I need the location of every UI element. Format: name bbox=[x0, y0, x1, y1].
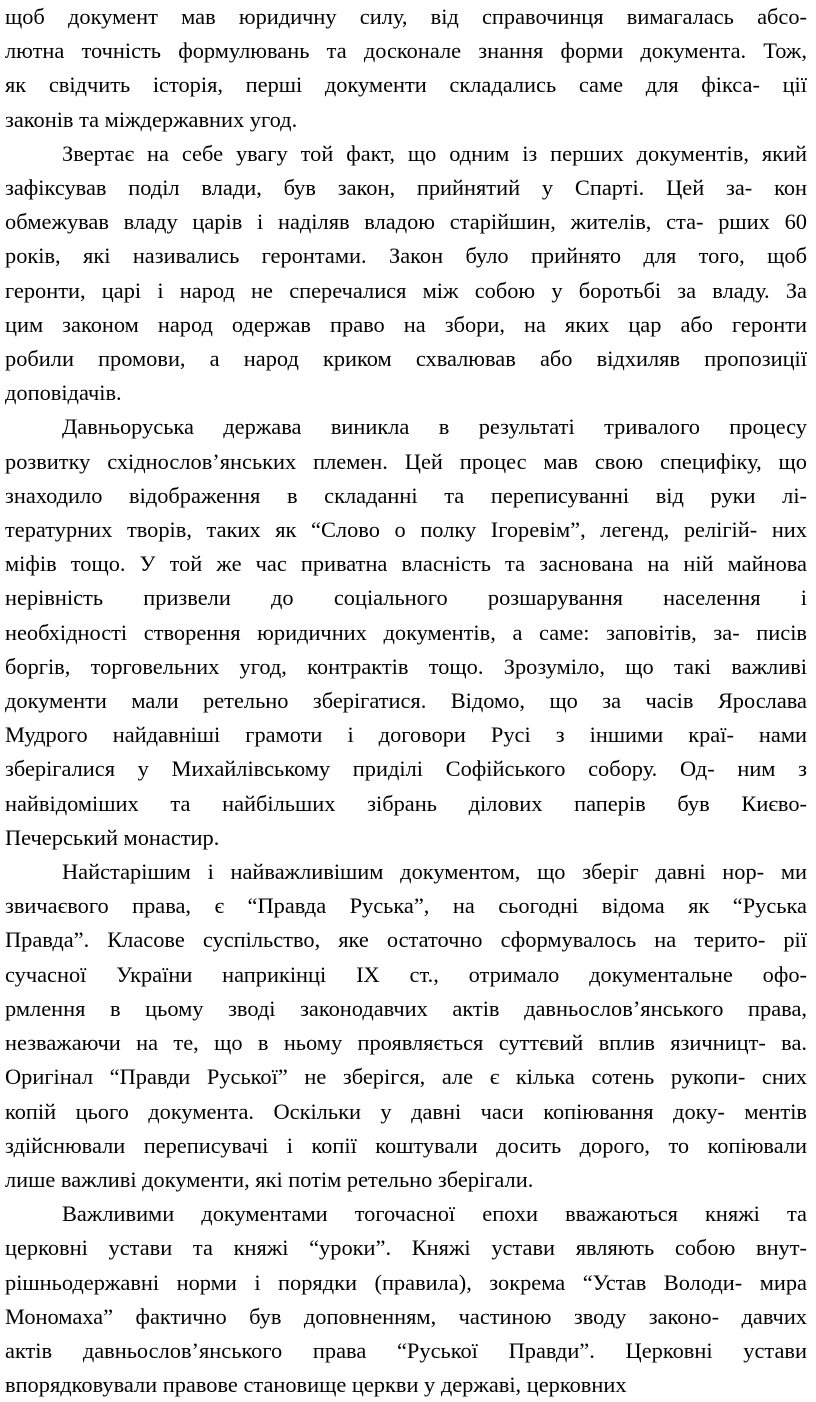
text-line: розвитку східнослов’янських племен. Цей процес мав свою специфіку, що bbox=[5, 448, 807, 474]
text-line: зафіксував поділ влади, був закон, прийнятий у Спарті. Цей за- кон bbox=[5, 175, 807, 201]
text-line: Печерський монастир. bbox=[5, 824, 220, 850]
text-line: рмлення в цьому зводі законодавчих актів давньослов’янського права, bbox=[5, 995, 807, 1021]
paragraph-4 bbox=[5, 855, 807, 1197]
text-line: Мудрого найдавніші грамоти і договори Русі з іншими краї- нами bbox=[5, 722, 807, 748]
text-line: Найстарішим і найважливішим документом, що зберіг давні нор- ми bbox=[62, 859, 807, 885]
text-line: законів та міждержавних угод. bbox=[5, 106, 298, 132]
text-line: Звертає на себе увагу той факт, що одним із перших документів, який bbox=[62, 140, 807, 166]
text-line: Оригінал “Правди Руської” не зберігся, але є кілька сотень рукопи- сних bbox=[5, 1064, 807, 1090]
text-line: актів давньослов’янського права “Руської Правди”. Церковні устави bbox=[5, 1337, 807, 1363]
text-line: найвідоміших та найбільших зібрань ділових паперів був Києво- bbox=[5, 790, 807, 816]
text-line: необхідності створення юридичних документів, а саме: заповітів, за- писів bbox=[5, 619, 807, 645]
text-line: нерівність призвели до соціального розшарування населення і bbox=[5, 585, 807, 611]
text-line: впорядковували правове становище церкви у державі, церковних bbox=[5, 1372, 627, 1398]
text-line: сучасної України наприкінці IX ст., отримало документальне офо- bbox=[5, 961, 807, 987]
paragraph-5 bbox=[5, 1197, 807, 1402]
text-line: обмежував владу царів і наділяв владою старійшин, жителів, ста- рших 60 bbox=[5, 209, 807, 235]
text-line: Давньоруська держава виникла в результаті тривалого процесу bbox=[62, 414, 807, 440]
text-line: знаходило відображення в складанні та переписуванні від руки лі- bbox=[5, 482, 807, 508]
text-line: звичаєвого права, є “Правда Руська”, на сьогодні відома як “Руська bbox=[5, 893, 807, 919]
paragraph-2 bbox=[5, 137, 807, 411]
text-line: рішньодержавні норми і порядки (правила), зокрема “Устав Володи- мира bbox=[5, 1269, 807, 1295]
text-line: цим законом народ одержав право на збори, на яких цар або геронти bbox=[5, 311, 807, 337]
text-line: лише важливі документи, які потім ретельно зберігали. bbox=[5, 1166, 534, 1192]
paragraph-3 bbox=[5, 410, 807, 855]
paragraph-1 bbox=[5, 0, 807, 137]
text-line: щоб документ мав юридичну силу, від справочинця вимагалась абсо- bbox=[5, 4, 807, 29]
text-line: копій цього документа. Оскільки у давні часи копіювання доку- ментів bbox=[5, 1098, 807, 1124]
text-line: Важливими документами тогочасної епохи вважаються княжі та bbox=[62, 1201, 807, 1227]
text-line: Мономаха” фактично був доповненням, частиною зводу законо- давчих bbox=[5, 1303, 807, 1329]
text-line: документи мали ретельно зберігатися. Відомо, що за часів Ярослава bbox=[5, 688, 807, 714]
text-line: років, які називались геронтами. Закон було прийнято для того, щоб bbox=[5, 243, 807, 269]
text-line: здійснювали переписувачі і копії коштували досить дорого, то копіювали bbox=[5, 1132, 807, 1158]
text-line: боргів, торговельних угод, контрактів тощо. Зрозуміло, що такі важливі bbox=[5, 653, 807, 679]
text-line: зберігалися у Михайлівському приділі Софійського собору. Од- ним з bbox=[5, 756, 807, 782]
text-line: міфів тощо. У той же час приватна власність та заснована на ній майнова bbox=[5, 551, 807, 577]
text-line: як свідчить історія, перші документи складались саме для фікса- ції bbox=[5, 72, 807, 98]
text-line: лютна точність формулювань та досконале знання форми документа. Тож, bbox=[5, 38, 807, 64]
text-line: незважаючи на те, що в ньому проявляється суттєвий вплив язичницт- ва. bbox=[5, 1030, 807, 1056]
text-line: робили промови, а народ криком схвалював або відхиляв пропозиції bbox=[5, 346, 807, 372]
text-line: Правда”. Класове суспільство, яке остаточно сформувалось на терито- рії bbox=[5, 927, 807, 953]
text-line: тературних творів, таких як “Слово о полку Ігоревім”, легенд, релігій- них bbox=[5, 517, 807, 543]
text-line: геронти, царі і народ не сперечалися між собою у боротьбі за владу. За bbox=[5, 277, 807, 303]
text-line: доповідачів. bbox=[5, 380, 122, 406]
text-line: церковні устави та княжі “уроки”. Княжі устави являють собою внут- bbox=[5, 1235, 807, 1261]
